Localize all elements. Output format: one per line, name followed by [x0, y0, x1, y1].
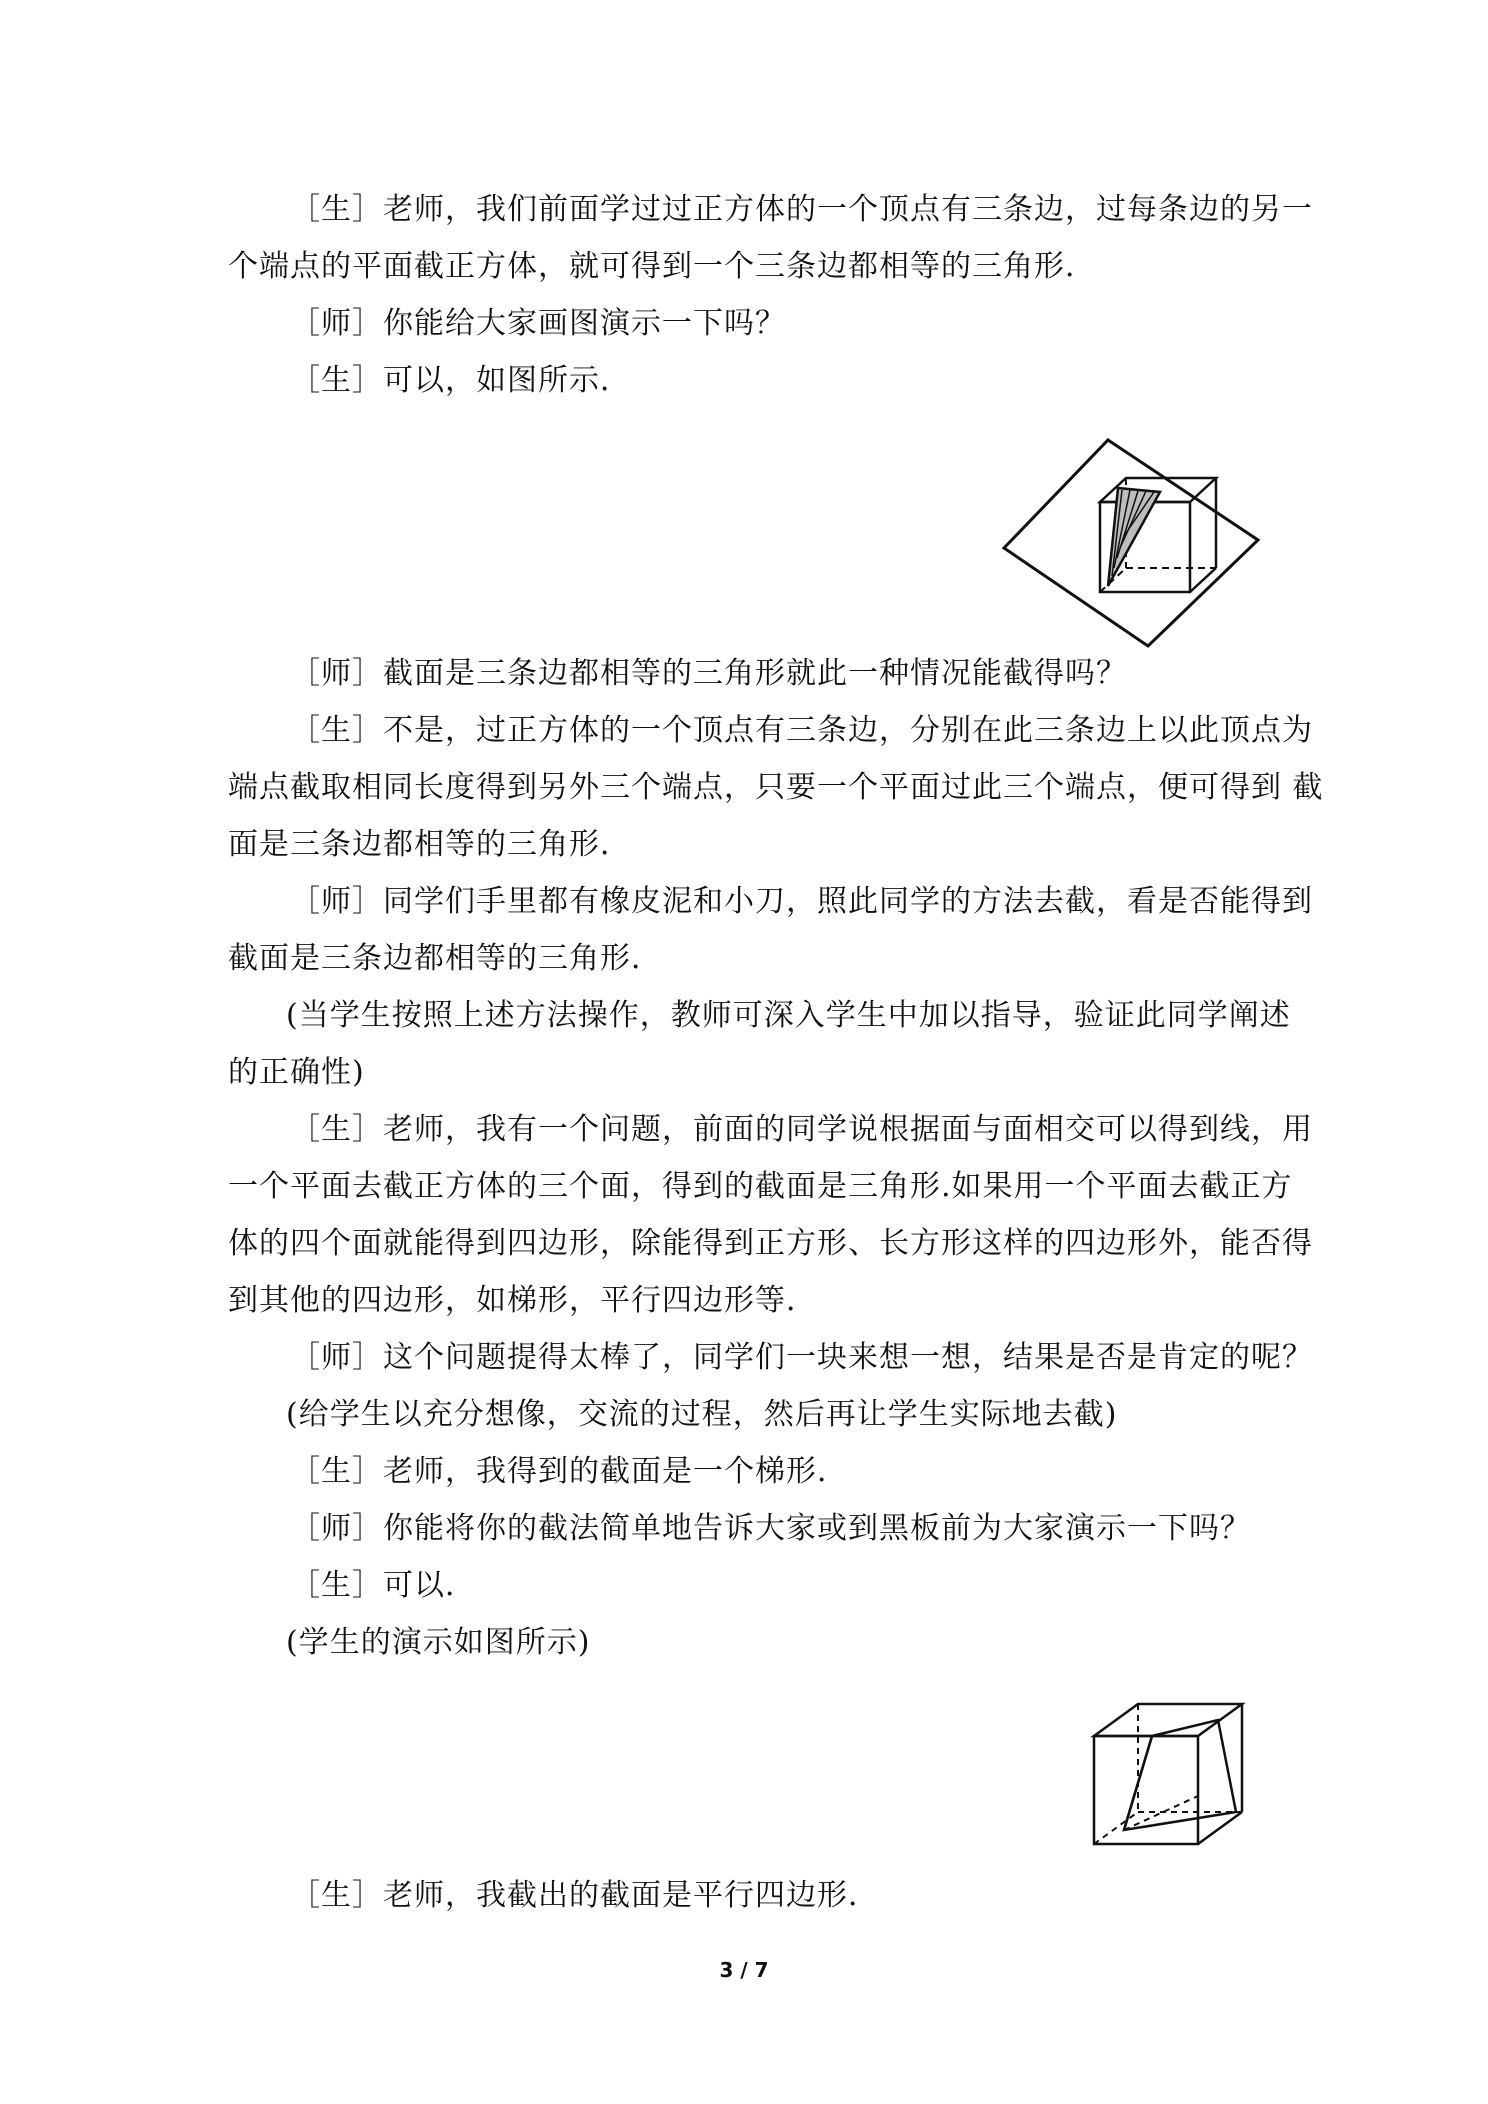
- paragraph-line: 的正确性): [228, 1055, 365, 1090]
- paragraph-line: ［生］可以．: [290, 1568, 476, 1603]
- paragraph-line: ［生］老师，我截出的截面是平行四边形．: [290, 1878, 879, 1913]
- paragraph-line: 到其他的四边形，如梯形，平行四边形等．: [228, 1283, 817, 1318]
- paragraph-line: ［生］可以，如图所示．: [290, 363, 631, 398]
- paragraph-line: ［生］老师，我有一个问题，前面的同学说根据面与面相交可以得到线，用: [290, 1112, 1313, 1147]
- paragraph-line: (当学生按照上述方法操作，教师可深入学生中加以指导，验证此同学阐述: [286, 998, 1291, 1033]
- paragraph-line: 体的四个面就能得到四边形，除能得到正方形、长方形这样的四边形外，能否得: [228, 1226, 1313, 1261]
- paragraph-line: 端点截取相同长度得到另外三个端点，只要一个平面过此三个端点，便可得到 截: [228, 770, 1324, 805]
- paragraph-line: ［师］截面是三条边都相等的三角形就此一种情况能截得吗？: [290, 656, 1127, 691]
- paragraph-line: ［生］老师，我得到的截面是一个梯形．: [290, 1454, 848, 1489]
- paragraph-line: ［生］老师，我们前面学过过正方体的一个顶点有三条边，过每条边的另一: [290, 192, 1313, 227]
- paragraph-line: 面是三条边都相等的三角形．: [228, 827, 631, 862]
- paragraph-line: 一个平面去截正方体的三个面，得到的截面是三角形.如果用一个平面去截正方: [228, 1169, 1293, 1204]
- paragraph-line: (给学生以充分想像，交流的过程，然后再让学生实际地去截): [286, 1397, 1118, 1432]
- cube-triangle-section-figure: [1000, 436, 1262, 654]
- paragraph-line: 截面是三条边都相等的三角形．: [228, 941, 662, 976]
- paragraph-line: 个端点的平面截正方体，就可得到一个三条边都相等的三角形．: [228, 249, 1096, 284]
- page-number: 3 / 7: [719, 1958, 769, 1982]
- cube-bottom-right-edge: [1190, 568, 1216, 592]
- paragraph-line: ［师］同学们手里都有橡皮泥和小刀，照此同学的方法去截，看是否能得到: [290, 884, 1313, 919]
- paragraph-line: ［生］不是，过正方体的一个顶点有三条边，分别在此三条边上以此顶点为: [290, 713, 1313, 748]
- paragraph-line: (学生的演示如图所示): [286, 1625, 591, 1660]
- paragraph-line: ［师］你能给大家画图演示一下吗？: [290, 306, 786, 341]
- paragraph-line: ［师］这个问题提得太棒了，同学们一块来想一想，结果是否是肯定的呢？: [290, 1340, 1313, 1375]
- paragraph-line: ［师］你能将你的截法简单地告诉大家或到黑板前为大家演示一下吗？: [290, 1511, 1251, 1546]
- cube-trapezoid-section-figure: [1090, 1700, 1250, 1850]
